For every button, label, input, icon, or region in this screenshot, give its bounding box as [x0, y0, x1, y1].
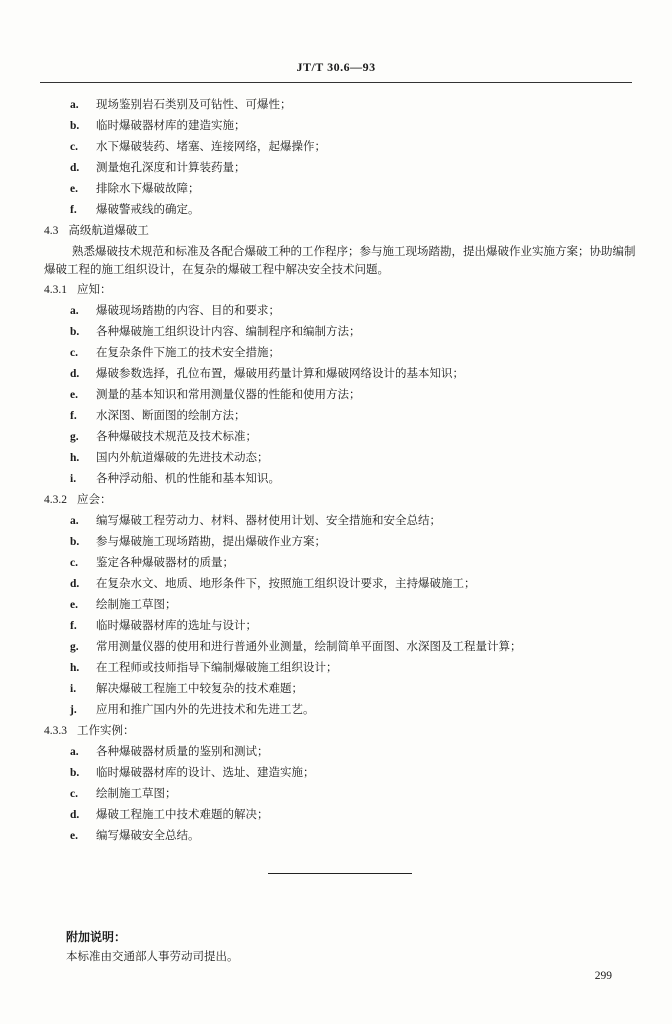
list-item [70, 701, 315, 718]
list-item [70, 386, 361, 403]
list-item [70, 201, 200, 218]
item-text: 在工程师或技师指导下编制爆破施工组织设计； [96, 660, 338, 674]
section-number: 4.3.3 [44, 725, 67, 737]
list-item [70, 785, 177, 802]
item-mark: f. [70, 204, 77, 216]
item-text: 爆破警戒线的确定。 [96, 202, 200, 216]
list-item [70, 344, 280, 361]
list-item [70, 764, 315, 781]
item-mark: e. [70, 183, 78, 195]
list-item [70, 302, 280, 319]
item-text: 爆破现场踏勘的内容、目的和要求； [96, 303, 280, 317]
item-text: 各种爆破施工组织设计内容、编制程序和编制方法； [96, 324, 361, 338]
list-item [70, 470, 280, 487]
standard-code: JT/T 30.6—93 [296, 60, 376, 74]
item-mark: c. [70, 557, 78, 569]
note-title: 附加说明： [66, 930, 127, 944]
item-mark: d. [70, 368, 80, 380]
item-text: 解决爆破工程施工中较复杂的技术难题； [96, 681, 303, 695]
section-number: 4.3 [44, 225, 59, 237]
item-mark: a. [70, 305, 79, 317]
item-text: 水下爆破装药、堵塞、连接网络，起爆操作； [96, 139, 326, 153]
item-text: 国内外航道爆破的先进技术动态； [96, 450, 269, 464]
item-mark: i. [70, 473, 77, 485]
item-text: 各种浮动船、机的性能和基本知识。 [96, 471, 280, 485]
list-item [70, 512, 441, 529]
item-text: 测量炮孔深度和计算装药量； [96, 160, 246, 174]
item-text: 应用和推广国内外的先进技术和先进工艺。 [96, 702, 315, 716]
list-item [70, 117, 246, 134]
item-mark: g. [70, 431, 79, 443]
item-text: 在复杂水文、地质、地形条件下，按照施工组织设计要求，主持爆破施工； [96, 576, 476, 590]
section-paragraph: 熟悉爆破技术规范和标准及各配合爆破工种的工作程序；参与施工现场踏勘，提出爆破作业实施方案；协助编制爆破工程的施工组织设计，在复杂的爆破工程中解决安全技术问题。 [44, 244, 636, 276]
item-text: 参与爆破施工现场踏勘，提出爆破作业方案； [96, 534, 326, 548]
list-item [70, 554, 234, 571]
item-mark: b. [70, 767, 80, 779]
item-text: 排除水下爆破故障； [96, 181, 200, 195]
header-rule [40, 82, 632, 83]
list-item [70, 365, 464, 382]
item-text: 临时爆破器材库的建造实施； [96, 118, 246, 132]
item-text: 临时爆破器材库的选址与设计； [96, 618, 257, 632]
list-item [70, 617, 257, 634]
item-text: 现场鉴别岩石类别及可钻性、可爆性； [96, 97, 292, 111]
section-heading-4-3-3 [44, 722, 135, 739]
item-text: 各种爆破技术规范及技术标准； [96, 429, 257, 443]
item-text: 编写爆破工程劳动力、材料、器材使用计划、安全措施和安全总结； [96, 513, 441, 527]
item-mark: e. [70, 389, 78, 401]
list-item [70, 680, 303, 697]
item-mark: d. [70, 809, 80, 821]
list-item [70, 323, 361, 340]
item-mark: d. [70, 578, 80, 590]
list-item [70, 407, 246, 424]
list-item [70, 638, 522, 655]
item-text: 测量的基本知识和常用测量仪器的性能和使用方法； [96, 387, 361, 401]
item-mark: f. [70, 410, 77, 422]
list-item [70, 806, 269, 823]
item-mark: e. [70, 830, 78, 842]
list-item [70, 138, 326, 155]
item-text: 鉴定各种爆破器材的质量； [96, 555, 234, 569]
item-text: 常用测量仪器的使用和进行普通外业测量，绘制简单平面图、水深图及工程量计算； [96, 639, 522, 653]
item-mark: c. [70, 347, 78, 359]
item-mark: b. [70, 326, 80, 338]
note-text: 本标准由交通部人事劳动司提出。 [66, 949, 239, 963]
page-number: 299 [594, 970, 612, 982]
item-mark: b. [70, 120, 80, 132]
item-mark: h. [70, 452, 80, 464]
item-text: 爆破参数选择，孔位布置，爆破用药量计算和爆破网络设计的基本知识； [96, 366, 464, 380]
item-text: 编写爆破安全总结。 [96, 828, 200, 842]
section-number: 4.3.2 [44, 494, 67, 506]
section-number: 4.3.1 [44, 284, 67, 296]
section-heading-4-3-1 [44, 281, 112, 298]
section-title: 应会： [77, 492, 112, 506]
list-item [70, 159, 246, 176]
list-item [70, 575, 476, 592]
item-mark: i. [70, 683, 77, 695]
item-mark: a. [70, 515, 79, 527]
list-item [70, 428, 257, 445]
section-title: 高级航道爆破工 [68, 223, 149, 237]
list-item [70, 533, 326, 550]
list-item [70, 96, 292, 113]
item-mark: h. [70, 662, 80, 674]
section-heading-4-3 [44, 222, 149, 239]
item-mark: j. [70, 704, 77, 716]
list-item [70, 827, 200, 844]
section-heading-4-3-2 [44, 491, 112, 508]
list-item [70, 596, 177, 613]
item-mark: g. [70, 641, 79, 653]
item-mark: e. [70, 599, 78, 611]
item-text: 水深图、断面图的绘制方法； [96, 408, 246, 422]
item-text: 各种爆破器材质量的鉴别和测试； [96, 744, 269, 758]
list-item [70, 659, 338, 676]
list-item [70, 449, 269, 466]
item-mark: d. [70, 162, 80, 174]
item-text: 临时爆破器材库的设计、选址、建造实施； [96, 765, 315, 779]
list-item [70, 743, 269, 760]
item-text: 绘制施工草图； [96, 597, 177, 611]
item-mark: a. [70, 99, 79, 111]
item-text: 爆破工程施工中技术难题的解决； [96, 807, 269, 821]
section-title: 应知： [77, 282, 112, 296]
item-text: 绘制施工草图； [96, 786, 177, 800]
item-mark: f. [70, 620, 77, 632]
item-text: 在复杂条件下施工的技术安全措施； [96, 345, 280, 359]
item-mark: a. [70, 746, 79, 758]
item-mark: b. [70, 536, 80, 548]
end-rule [268, 873, 412, 874]
section-title: 工作实例： [77, 723, 135, 737]
item-mark: c. [70, 141, 78, 153]
list-item [70, 180, 200, 197]
item-mark: c. [70, 788, 78, 800]
